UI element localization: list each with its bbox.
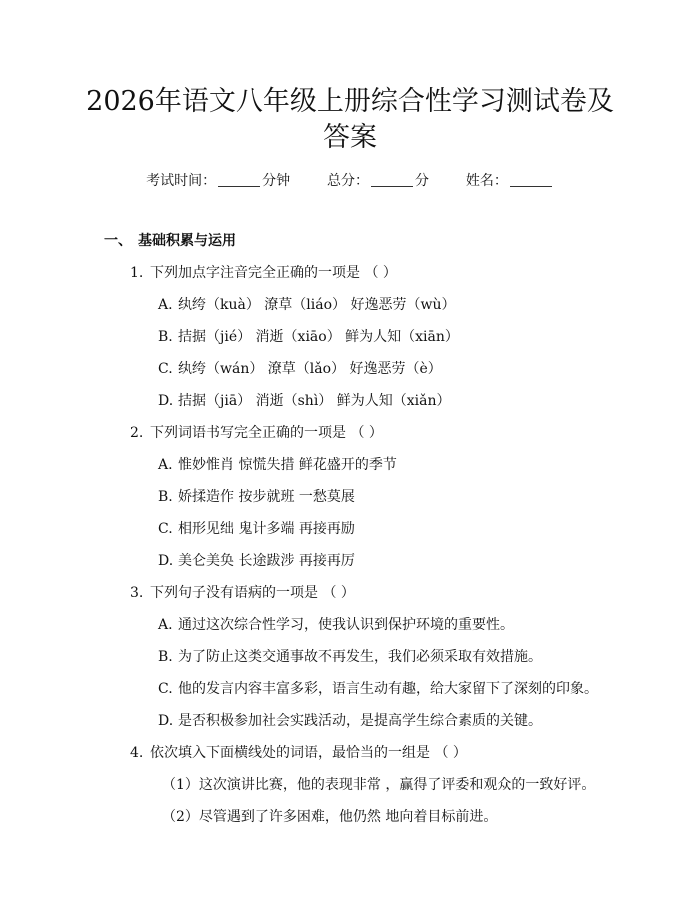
option-text: 通过这次综合性学习，使我认识到保护环境的重要性。 <box>178 617 514 633</box>
option-label: B. <box>158 329 173 345</box>
document-title <box>60 84 640 156</box>
name-blank <box>510 172 552 187</box>
option-3a <box>158 614 514 634</box>
option-label: B. <box>158 489 173 505</box>
option-text: 纨绔（kuà） 潦草（liáo） 好逸恶劳（wù） <box>178 297 456 313</box>
option-2d <box>158 550 355 570</box>
score-unit: 分 <box>415 173 429 189</box>
sub-item-1 <box>162 774 595 794</box>
score-label: 总分： <box>327 173 369 189</box>
option-label: A. <box>158 297 173 313</box>
question-number: 1. <box>130 265 144 281</box>
option-text: 纨绔（wán） 潦草（lǎo） 好逸恶劳（è） <box>178 361 442 377</box>
question-text: 下列加点字注音完全正确的一项是 （ ） <box>150 265 397 281</box>
question-4 <box>130 742 467 762</box>
question-3 <box>130 582 355 602</box>
time-label: 考试时间： <box>146 173 217 189</box>
option-1a <box>158 294 455 314</box>
option-label: B. <box>158 649 173 665</box>
option-label: D. <box>158 713 174 729</box>
title-line-2: 答案 <box>323 122 377 153</box>
option-text: 是否积极参加社会实践活动，是提高学生综合素质的关键。 <box>178 713 542 729</box>
time-unit: 分钟 <box>262 173 291 189</box>
option-2b <box>158 486 355 506</box>
option-1c <box>158 358 442 378</box>
option-text: 拮据（jié） 消逝（xiāo） 鲜为人知（xiān） <box>178 329 459 345</box>
option-label: A. <box>158 457 173 473</box>
name-label: 姓名： <box>465 173 508 189</box>
section-heading <box>104 230 236 250</box>
option-text: 惟妙惟肖 惊慌失措 鲜花盛开的季节 <box>178 457 397 473</box>
exam-info-row <box>0 170 700 190</box>
option-text: 拮据（jiā） 消逝（shì） 鲜为人知（xiǎn） <box>178 393 451 409</box>
question-2 <box>130 422 383 442</box>
option-2c <box>158 518 355 538</box>
option-2a <box>158 454 397 474</box>
section-number: 一、 <box>104 233 132 249</box>
question-text: 下列句子没有语病的一项是 （ ） <box>150 585 355 601</box>
option-text: 美仑美奂 长途跋涉 再接再厉 <box>178 553 355 569</box>
option-1d <box>158 390 450 410</box>
question-1 <box>130 262 397 282</box>
option-label: A. <box>158 617 173 633</box>
option-label: C. <box>158 521 173 537</box>
sub-item-text: （1）这次演讲比赛，他的表现非常 ，赢得了评委和观众的一致好评。 <box>162 777 596 793</box>
title-line-1: 2026年语文八年级上册综合性学习测试卷及 <box>86 86 614 117</box>
option-text: 娇揉造作 按步就班 一愁莫展 <box>178 489 355 505</box>
question-number: 2. <box>130 425 144 441</box>
sub-item-text: （2）尽管遇到了许多困难，他仍然 地向着目标前进。 <box>162 809 498 825</box>
option-3c <box>158 678 598 698</box>
score-blank <box>371 172 413 187</box>
option-label: D. <box>158 393 174 409</box>
option-label: D. <box>158 553 174 569</box>
option-text: 相形见绌 鬼计多端 再接再励 <box>178 521 355 537</box>
sub-item-2 <box>162 806 497 826</box>
question-text: 依次填入下面横线处的词语，最恰当的一组是 （ ） <box>150 745 467 761</box>
option-3d <box>158 710 542 730</box>
option-text: 他的发言内容丰富多彩，语言生动有趣，给大家留下了深刻的印象。 <box>178 681 598 697</box>
option-label: C. <box>158 361 173 377</box>
option-3b <box>158 646 542 666</box>
option-text: 为了防止这类交通事故不再发生，我们必须采取有效措施。 <box>178 649 542 665</box>
question-number: 4. <box>130 745 144 761</box>
option-label: C. <box>158 681 173 697</box>
question-number: 3. <box>130 585 144 601</box>
question-text: 下列词语书写完全正确的一项是 （ ） <box>150 425 383 441</box>
option-1b <box>158 326 459 346</box>
time-blank <box>218 172 260 187</box>
section-title: 基础积累与运用 <box>138 233 236 249</box>
